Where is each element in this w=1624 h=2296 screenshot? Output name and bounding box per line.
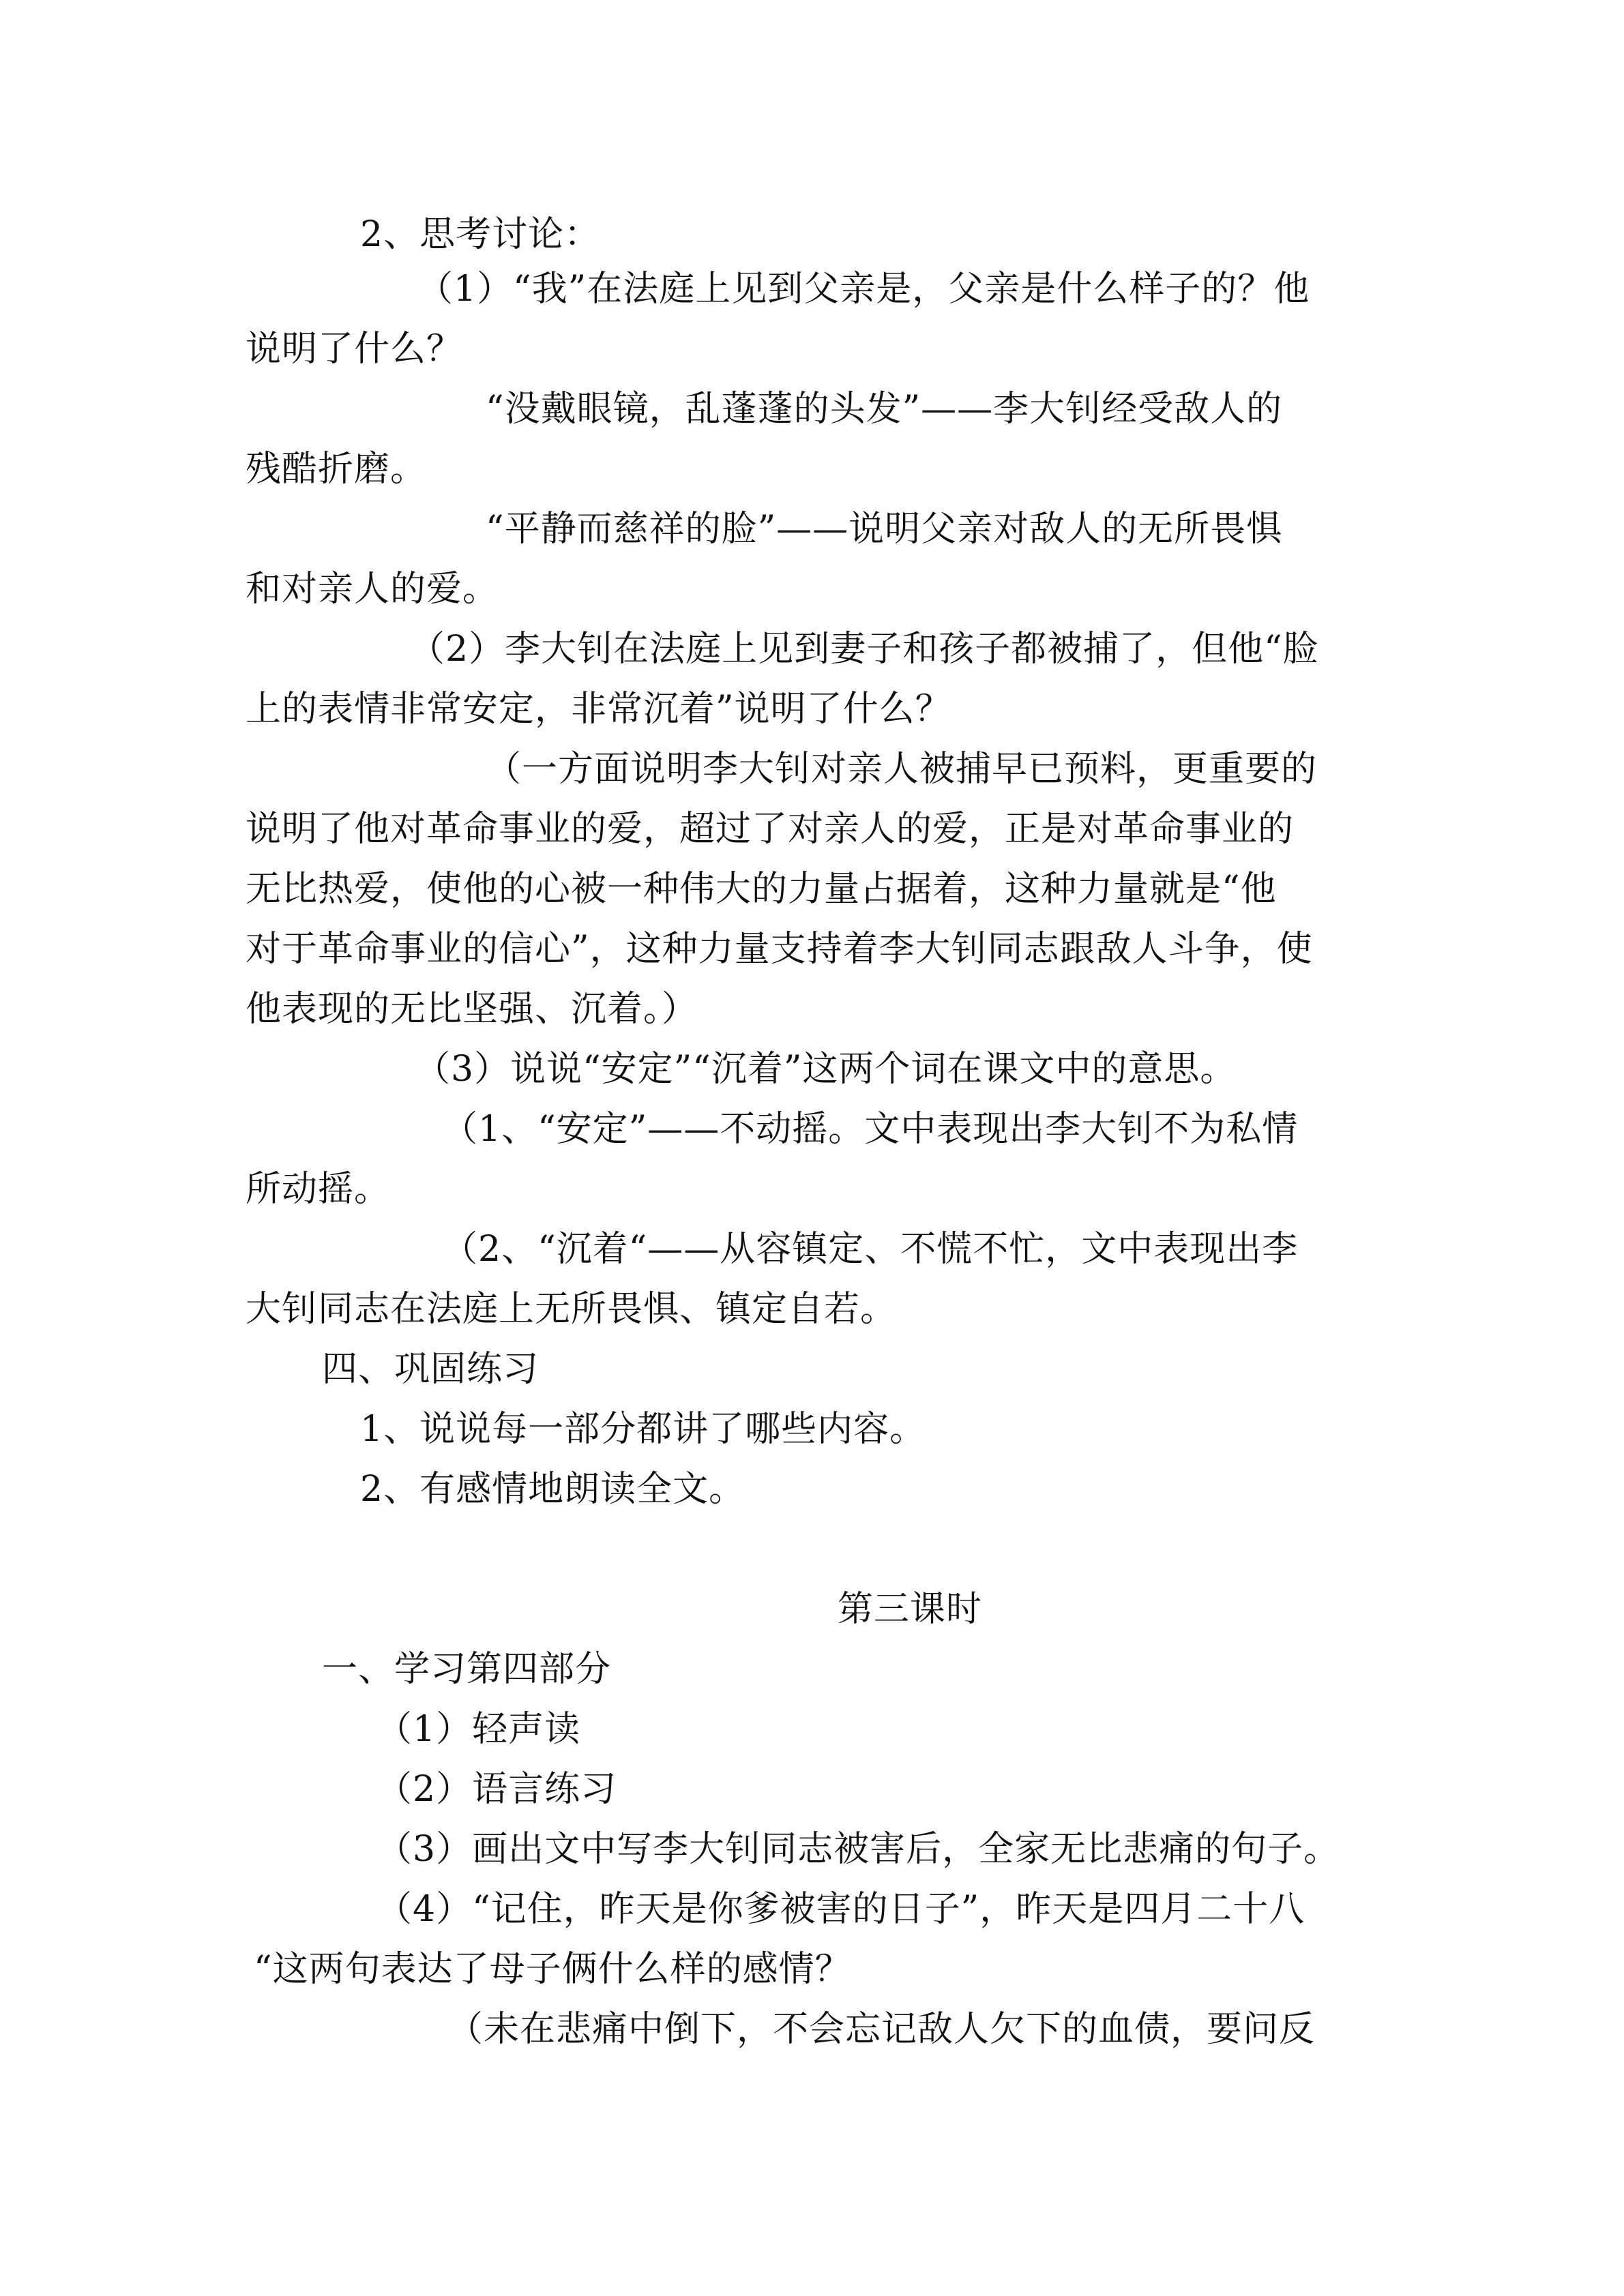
section-heading-part4: 一、学习第四部分 xyxy=(322,1649,612,1690)
answer-1a: “没戴眼镜，乱蓬蓬的头发”——李大钊经受敌人的 xyxy=(486,389,1283,430)
answer-2-line5: 他表现的无比坚强、沉着。） xyxy=(246,989,698,1030)
practice-item-1: 1、说说每一部分都讲了哪些内容。 xyxy=(360,1409,926,1450)
question-1: （1）“我”在法庭上见到父亲是，父亲是什么样子的？他 xyxy=(417,269,1310,310)
answer-3b: （2、“沉着“——从容镇定、不慌不忙，文中表现出李 xyxy=(442,1229,1299,1270)
answer-2: （一方面说明李大钊对亲人被捕早已预料，更重要的 xyxy=(486,749,1318,790)
part4-answer: （未在悲痛中倒下，不会忘记敌人欠下的血债，要问反 xyxy=(447,2009,1316,2050)
part4-item-4: （4）“记住，昨天是你爹被害的日子”，昨天是四月二十八 xyxy=(377,1889,1305,1930)
answer-2-line3: 无比热爱，使他的心被一种伟大的力量占据着，这种力量就是“他 xyxy=(246,869,1277,910)
answer-3b-cont: 大钊同志在法庭上无所畏惧、镇定自若。 xyxy=(246,1289,897,1330)
part4-item-2: （2）语言练习 xyxy=(377,1769,617,1810)
subheading-discussion: 2、思考讨论： xyxy=(360,214,601,255)
answer-1a-cont: 残酷折磨。 xyxy=(246,449,427,490)
part4-item-1: （1）轻声读 xyxy=(377,1709,581,1750)
answer-2-line4: 对于革命事业的信心”，这种力量支持着李大钊同志跟敌人斗争，使 xyxy=(246,929,1313,970)
part4-item-3: （3）画出文中写李大钊同志被害后，全家无比悲痛的句子。 xyxy=(377,1829,1340,1870)
answer-1b: “平静而慈祥的脸”——说明父亲对敌人的无所畏惧 xyxy=(486,509,1283,550)
question-2: （2）李大钊在法庭上见到妻子和孩子都被捕了，但他“脸 xyxy=(409,629,1319,670)
practice-item-2: 2、有感情地朗读全文。 xyxy=(360,1469,745,1510)
answer-2-line2: 说明了他对革命事业的爱，超过了对亲人的爱，正是对革命事业的 xyxy=(246,809,1295,850)
part4-item-4-cont: “这两句表达了母子俩什么样的感情？ xyxy=(254,1949,851,1990)
answer-3a-cont: 所动摇。 xyxy=(246,1169,391,1210)
lesson-title: 第三课时 xyxy=(838,1589,983,1630)
question-3: （3）说说“安定”“沉着”这两个词在课文中的意思。 xyxy=(415,1049,1237,1090)
question-1-cont: 说明了什么？ xyxy=(246,329,463,370)
answer-1b-cont: 和对亲人的爱。 xyxy=(246,569,499,610)
answer-3a: （1、“安定”——不动摇。文中表现出李大钊不为私情 xyxy=(442,1109,1299,1150)
section-heading-practice: 四、巩固练习 xyxy=(322,1349,540,1390)
question-2-cont: 上的表情非常安定，非常沉着”说明了什么？ xyxy=(246,689,951,730)
